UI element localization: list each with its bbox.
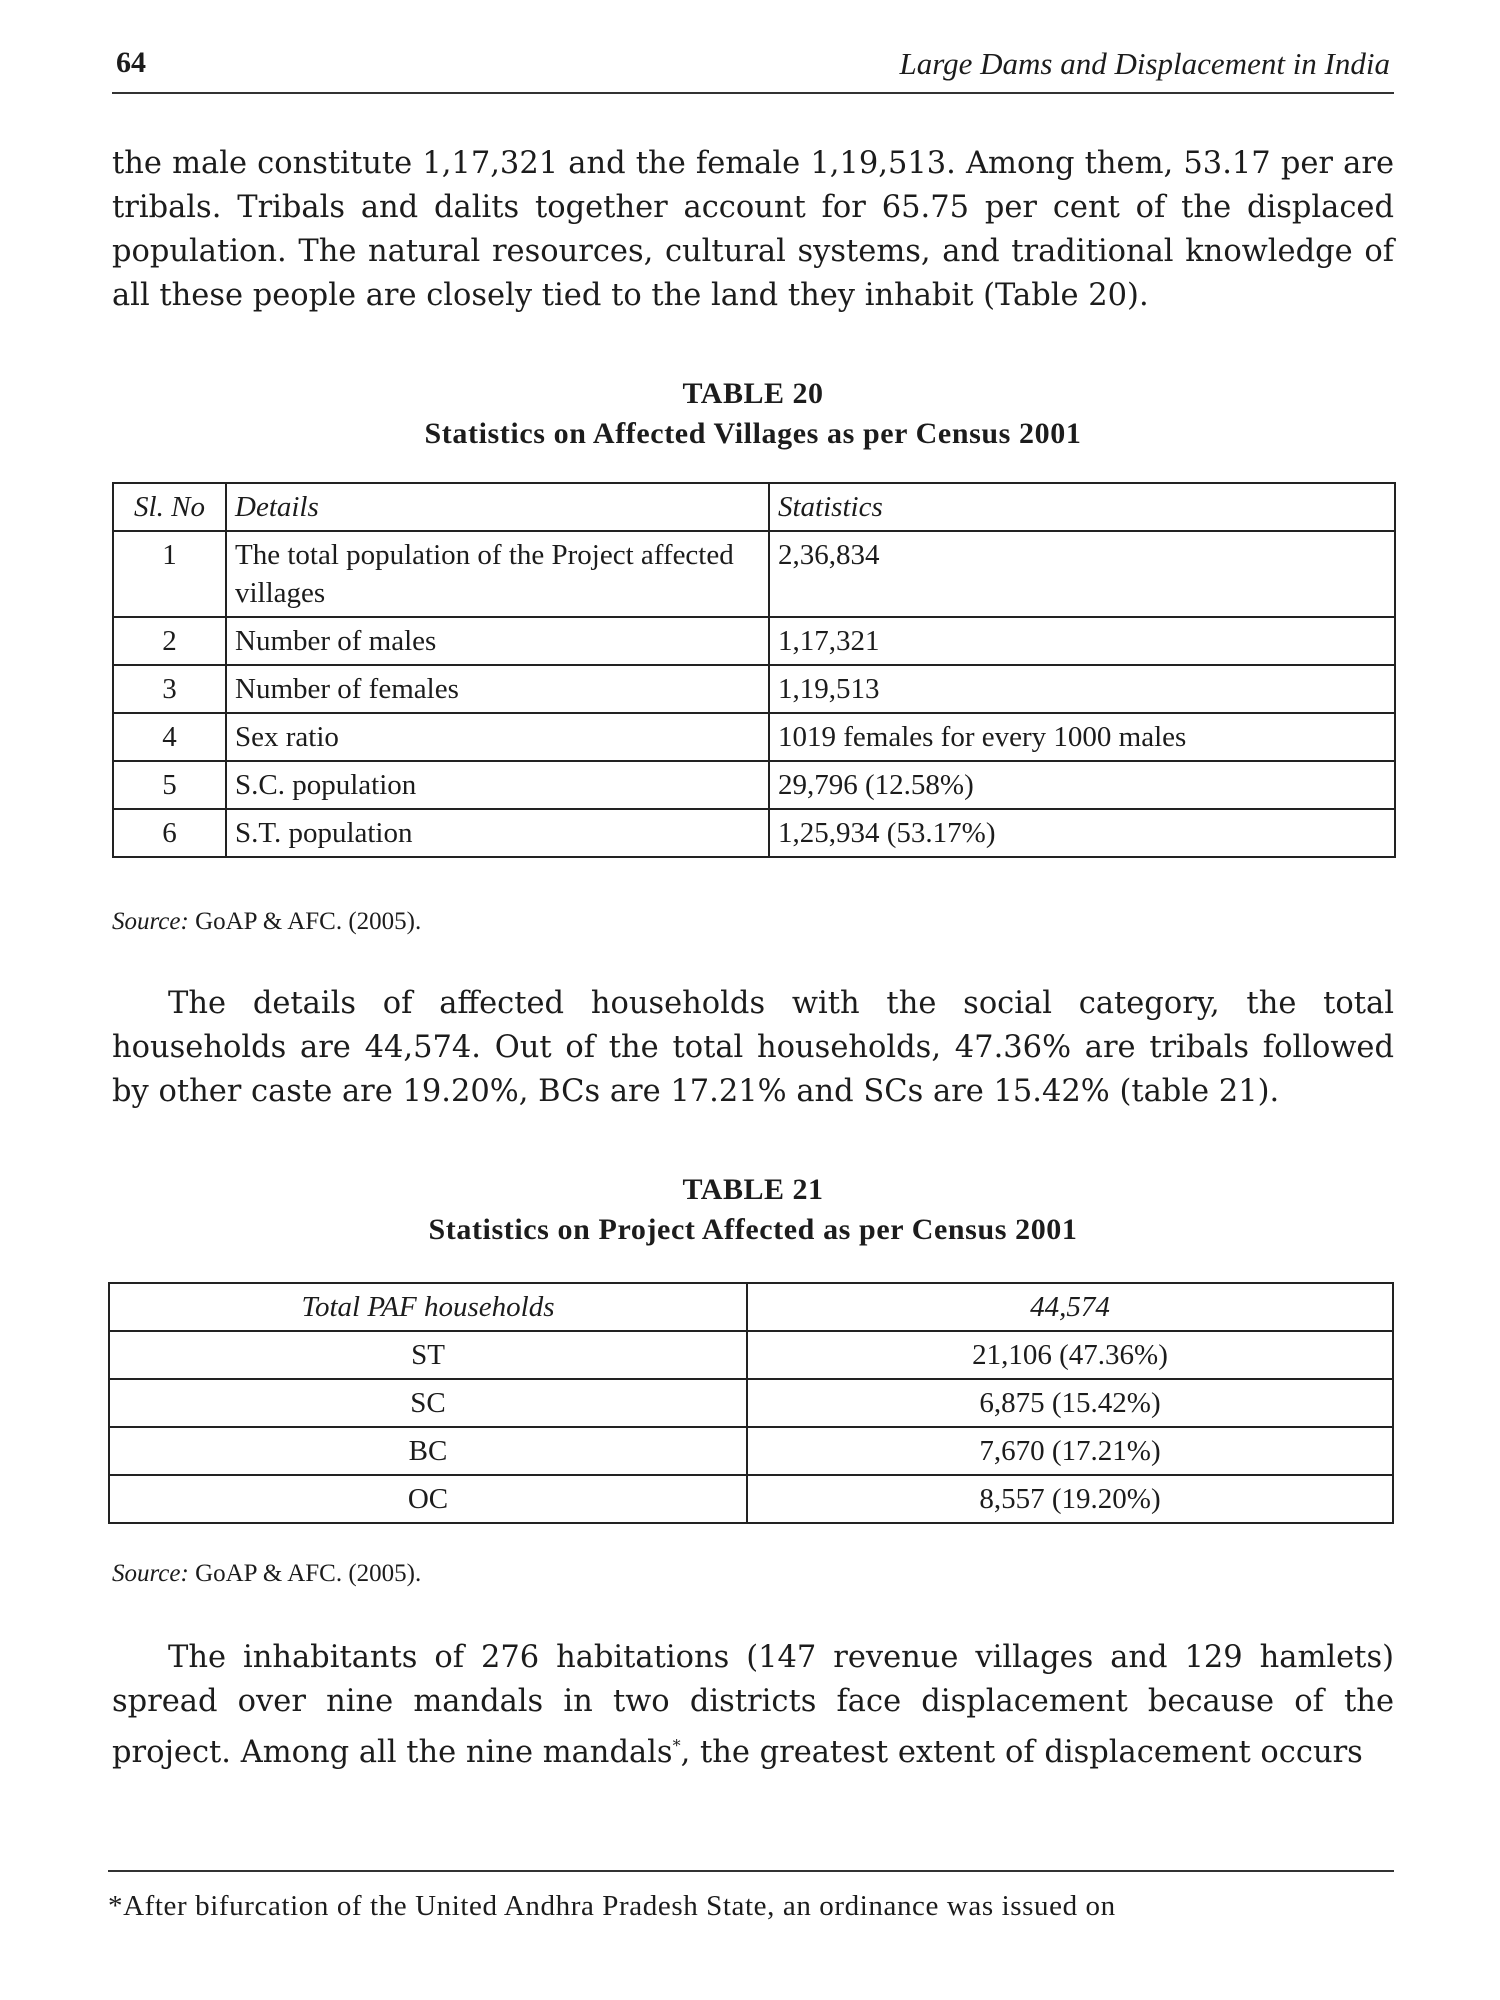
table-row bbox=[113, 809, 1395, 857]
cell-statistics: 2,36,834 bbox=[769, 531, 1395, 617]
table-header-row bbox=[109, 1283, 1393, 1331]
cell-details: Number of males bbox=[226, 617, 769, 665]
cell-category: ST bbox=[109, 1331, 747, 1379]
source-label: Source: bbox=[112, 908, 189, 935]
table-21-source bbox=[112, 1560, 421, 1588]
table-20-source bbox=[112, 908, 421, 936]
cell-category: BC bbox=[109, 1427, 747, 1475]
source-text: GoAP & AFC. (2005). bbox=[195, 908, 422, 935]
cell-households: 7,670 (17.21%) bbox=[747, 1427, 1393, 1475]
cell-sl-no: 5 bbox=[113, 761, 226, 809]
table-20-title: Statistics on Affected Villages as per Census 2001 bbox=[424, 417, 1082, 450]
cell-statistics: 1,25,934 (53.17%) bbox=[769, 809, 1395, 857]
table-21-number: TABLE 21 bbox=[682, 1173, 824, 1206]
source-label: Source: bbox=[112, 1560, 189, 1587]
column-header-sl-no: Sl. No bbox=[113, 483, 226, 531]
cell-statistics: 1,17,321 bbox=[769, 617, 1395, 665]
cell-category: OC bbox=[109, 1475, 747, 1523]
paragraph-3-text: The inhabitants of 276 habitations (147 revenue villages and 129 hamlets) spread over nine mandals in two districts face displacement because of the project. Among all the nine mandals bbox=[112, 1640, 1394, 1771]
table-row bbox=[113, 713, 1395, 761]
table-row bbox=[109, 1331, 1393, 1379]
running-title: Large Dams and Displacement in India bbox=[899, 46, 1390, 81]
table-row bbox=[113, 617, 1395, 665]
table-row bbox=[109, 1427, 1393, 1475]
footnote: *After bifurcation of the United Andhra Pradesh State, an ordinance was issued on bbox=[108, 1890, 1116, 1922]
cell-households: 6,875 (15.42%) bbox=[747, 1379, 1393, 1427]
table-row bbox=[109, 1475, 1393, 1523]
table-row bbox=[109, 1379, 1393, 1427]
cell-details: S.T. population bbox=[226, 809, 769, 857]
paragraph-2: The details of affected households with the social category, the total households are 44,574. Out of the total households, 47.36% are tribals followed by other caste are 19.20%, BCs are 17.21% and SCs are 15.42% (table 21). bbox=[112, 986, 1394, 1109]
cell-sl-no: 3 bbox=[113, 665, 226, 713]
table-20-number: TABLE 20 bbox=[682, 377, 824, 410]
table-row bbox=[113, 761, 1395, 809]
table-20-caption bbox=[112, 374, 1394, 454]
column-header-total-value: 44,574 bbox=[747, 1283, 1393, 1331]
cell-sl-no: 6 bbox=[113, 809, 226, 857]
table-21-caption bbox=[112, 1170, 1394, 1250]
cell-statistics: 1019 females for every 1000 males bbox=[769, 713, 1395, 761]
table-21 bbox=[108, 1282, 1394, 1524]
table-row bbox=[113, 531, 1395, 617]
cell-statistics: 1,19,513 bbox=[769, 665, 1395, 713]
cell-details: The total population of the Project affected villages bbox=[226, 531, 769, 617]
cell-households: 8,557 (19.20%) bbox=[747, 1475, 1393, 1523]
cell-households: 21,106 (47.36%) bbox=[747, 1331, 1393, 1379]
cell-details: Number of females bbox=[226, 665, 769, 713]
page-header bbox=[112, 40, 1394, 94]
table-21-title: Statistics on Project Affected as per Census 2001 bbox=[428, 1213, 1078, 1246]
column-header-statistics: Statistics bbox=[769, 483, 1395, 531]
paragraph-3-text-end: , the greatest extent of displacement occurs bbox=[680, 1735, 1363, 1771]
cell-sl-no: 4 bbox=[113, 713, 226, 761]
cell-statistics: 29,796 (12.58%) bbox=[769, 761, 1395, 809]
table-row bbox=[113, 665, 1395, 713]
table-20 bbox=[112, 482, 1396, 858]
cell-sl-no: 2 bbox=[113, 617, 226, 665]
page-number: 64 bbox=[116, 46, 146, 79]
cell-details: Sex ratio bbox=[226, 713, 769, 761]
column-header-details: Details bbox=[226, 483, 769, 531]
column-header-total-paf-households: Total PAF households bbox=[109, 1283, 747, 1331]
table-header-row bbox=[113, 483, 1395, 531]
footnote-divider bbox=[108, 1870, 1394, 1872]
cell-sl-no: 1 bbox=[113, 531, 226, 617]
cell-details: S.C. population bbox=[226, 761, 769, 809]
source-text: GoAP & AFC. (2005). bbox=[195, 1560, 422, 1587]
paragraph-3 bbox=[112, 1636, 1394, 1775]
cell-category: SC bbox=[109, 1379, 747, 1427]
footnote-marker: * bbox=[672, 1736, 681, 1755]
paragraph-1: the male constitute 1,17,321 and the female 1,19,513. Among them, 53.17 per are tribals. Tribals and dalits together account for 65.75 per cent of the displaced population. The natural resources, cultural systems, and traditional knowledge of all these people are closely tied to the land they inhabit (Table 20). bbox=[112, 146, 1394, 313]
